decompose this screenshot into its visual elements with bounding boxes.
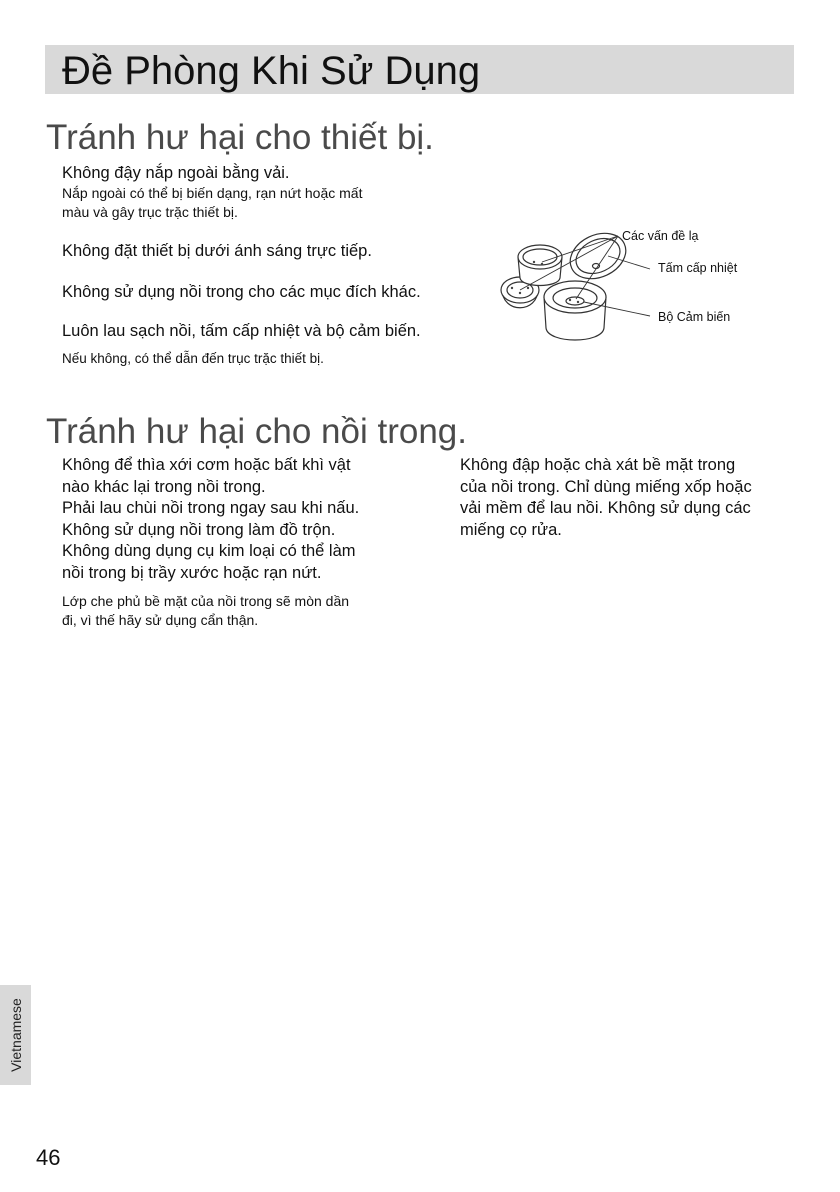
label-foreign-matter: Các vấn đề lạ — [622, 229, 699, 243]
section-title-inner-pot: Tránh hư hại cho nồi trong. — [46, 412, 467, 451]
page-number: 46 — [36, 1145, 61, 1170]
section-title-device: Tránh hư hại cho thiết bị. — [46, 118, 434, 157]
language-tab — [0, 985, 31, 1085]
page-title: Đề Phòng Khi Sử Dụng — [62, 49, 481, 93]
device-item-clean: Luôn lau sạch nồi, tấm cấp nhiệt và bộ cảm biến. — [62, 322, 421, 340]
language-label: Vietnamese — [7, 998, 24, 1072]
inner-pot-left-note: Lớp che phủ bề mặt của nồi trong sẽ mòn dần đi, vì thế hãy sử dụng cẩn thận. — [62, 593, 350, 628]
label-heater-plate: Tấm cấp nhiệt — [658, 261, 738, 275]
device-item-other-use: Không sử dụng nồi trong cho các mục đích khác. — [62, 283, 421, 301]
header-banner — [45, 45, 794, 94]
inner-pot-left-text: Không để thìa xới cơm hoặc bất khì vật nào khác lại trong nồi trong. Phải lau chùi nồi trong ngay sau khi nấu. Không sử dụng nồi trong làm đồ trộn. Không dùng dụng cụ kim loại có thể làm nồi trong bị trầy xước hoặc rạn nứt. — [62, 456, 360, 582]
device-item-cloth-note: Nắp ngoài có thể bị biến dạng, rạn nứt hoặc mất màu và gây trục trặc thiết bị. — [62, 185, 363, 220]
label-sensor: Bộ Cảm biến — [658, 310, 731, 324]
device-item-cloth: Không đậy nắp ngoài bằng vải. — [62, 164, 290, 182]
inner-pot-right-text: Không đập hoặc chà xát bề mặt trong của nồi trong. Chỉ dùng miếng xốp hoặc vải mềm để lau nồi. Không sử dụng các miếng cọ rửa. — [460, 456, 752, 539]
device-item-clean-note: Nếu không, có thể dẫn đến trục trặc thiết bị. — [62, 351, 324, 366]
device-item-sunlight: Không đặt thiết bị dưới ánh sáng trực tiếp. — [62, 242, 372, 260]
